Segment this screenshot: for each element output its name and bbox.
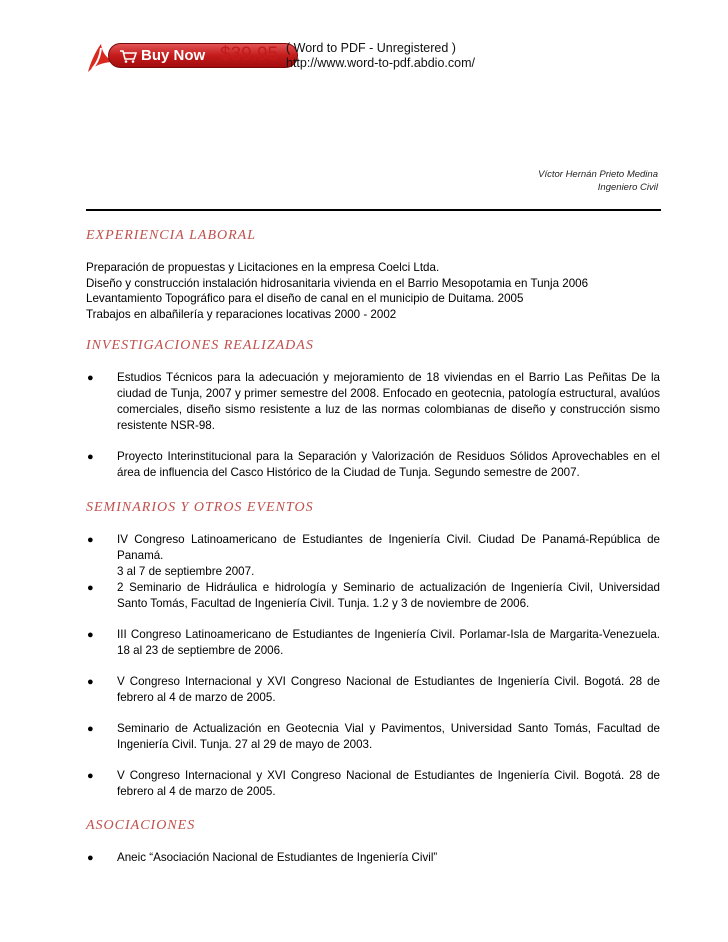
section-title-investigaciones: INVESTIGACIONES REALIZADAS [86,338,314,353]
seminarios-list [86,532,660,800]
experiencia-line: Levantamiento Topográfico para el diseño de canal en el municipio de Duitama. 2005 [86,292,524,305]
list-item-text: 3 al 7 de septiembre 2007. [117,565,255,578]
bullet-dot-icon: ● [87,582,94,594]
bullet-dot-icon: ● [87,676,94,688]
list-item [86,674,660,706]
list-item [86,580,660,612]
list-item [86,532,660,564]
bullet-dot-icon: ● [87,723,94,735]
bullet-dot-icon: ● [87,629,94,641]
list-item-text: V Congreso Internacional y XVI Congreso Nacional de Estudiantes de Ingeniería Civil. Bogotá. 28 de febrero al 4 de marzo de 2005. [117,769,660,798]
cart-icon [119,49,137,63]
bullet-dot-icon: ● [87,451,94,463]
bullet-dot-icon: ● [87,852,94,864]
cv-body [86,228,660,866]
experiencia-line: Preparación de propuestas y Licitaciones en la empresa Coelci Ltda. [86,261,440,274]
section-title-seminarios: SEMINARIOS Y OTROS EVENTOS [86,500,314,515]
list-item-text: III Congreso Latinoamericano de Estudiantes de Ingeniería Civil. Porlamar-Isla de Margarita-Venezuela. 18 al 23 de septiembre de 2006. [117,628,660,657]
list-item-text: Seminario de Actualización en Geotecnia Vial y Pavimentos, Universidad Santo Tomás, Facultad de Ingeniería Civil. Tunja. 27 al 29 de mayo de 2003. [117,722,660,751]
price-label: $39.95 [220,44,279,65]
list-item [86,449,660,481]
unregistered-text: ( Word to PDF - Unregistered ) [286,41,456,55]
investigaciones-list [86,370,660,481]
section-title-experiencia: EXPERIENCIA LABORAL [86,228,256,243]
list-item-text: 2 Seminario de Hidráulica e hidrología y Seminario de actualización de Ingeniería Civil, Universidad Santo Tomás, Facultad de Ingeniería Civil. Tunja. 1.2 y 3 de noviembre de 2006. [117,581,660,610]
list-item-text: Proyecto Interinstitucional para la Separación y Valorización de Residuos Sólidos Aprovechables en el área de influencia del Casco Histórico de la Ciudad de Tunja. Segundo semestre de 2007. [117,450,660,479]
list-item [86,627,660,659]
list-item-text: V Congreso Internacional y XVI Congreso Nacional de Estudiantes de Ingeniería Civil. Bogotá. 28 de febrero al 4 de marzo de 2005. [117,675,660,704]
list-item-text: Estudios Técnicos para la adecuación y mejoramiento de 18 viviendas en el Barrio Las Peñitas De la ciudad de Tunja, 2007 y primer semestre del 2008. Enfocado en geotecnia, patología estructural, avalúos comerciales, diseño sismo resistente a luz de las normas colombianas de diseño y construcción sismo resistente NSR-98. [117,371,660,432]
bullet-dot-icon: ● [87,770,94,782]
bullet-dot-icon: ● [87,534,94,546]
list-item [86,850,660,866]
asociaciones-list [86,850,660,866]
banner-url-link[interactable]: http://www.word-to-pdf.abdio.com/ [286,56,475,70]
list-item [86,370,660,434]
list-item-continuation [86,564,660,580]
experiencia-line: Trabajos en albañilería y reparaciones locativas 2000 - 2002 [86,307,397,321]
word-to-pdf-banner [86,40,506,80]
experiencia-list [86,260,660,322]
list-item-text: IV Congreso Latinoamericano de Estudiantes de Ingeniería Civil. Ciudad De Panamá-República de Panamá. [117,533,660,562]
header-divider [86,209,661,211]
section-title-asociaciones: ASOCIACIONES [86,818,196,833]
bullet-dot-icon: ● [87,372,94,384]
unregistered-note [286,41,475,71]
experiencia-line: Diseño y construcción instalación hidrosanitaria vivienda en el Barrio Mesopotamia en Tunja 2006 [86,276,589,290]
list-item [86,721,660,753]
author-title: Ingeniero Civil [597,182,658,193]
list-item [86,768,660,800]
author-name: Víctor Hernán Prieto Medina [538,169,658,180]
buy-now-label: Buy Now [141,47,206,64]
author-header [538,168,658,194]
list-item-text: Aneic “Asociación Nacional de Estudiantes de Ingeniería Civil” [117,851,438,864]
